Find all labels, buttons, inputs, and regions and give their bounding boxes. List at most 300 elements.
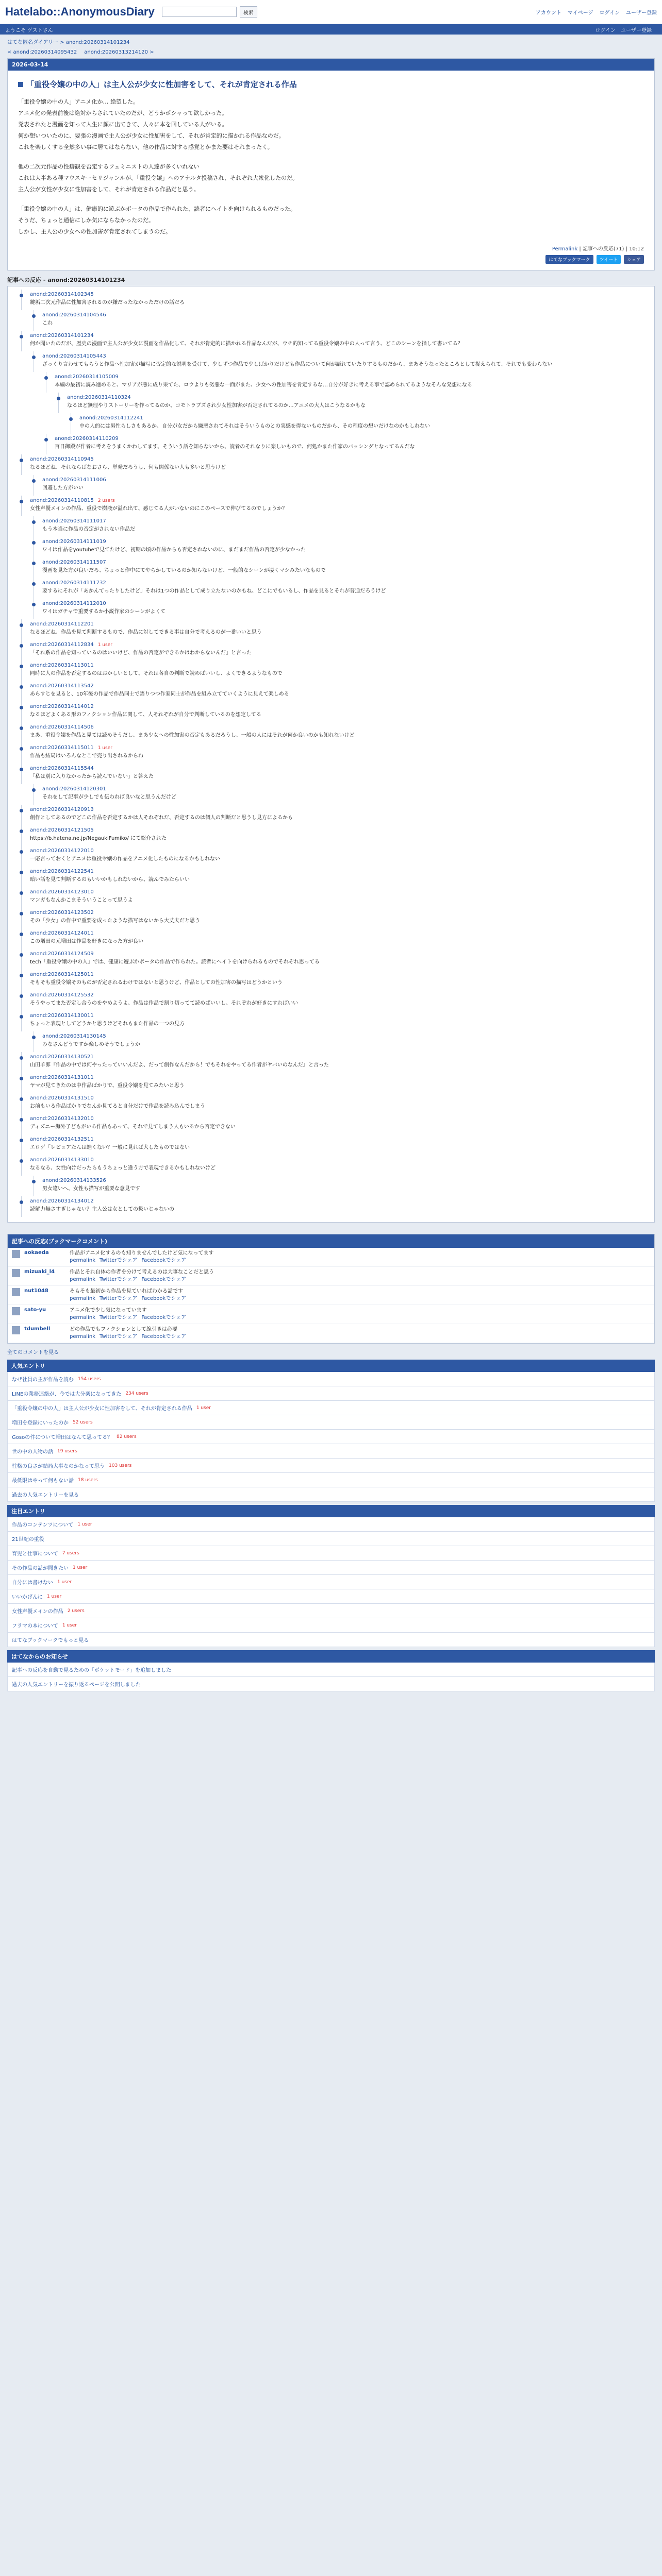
comment-id-link[interactable]: anond:20260314124509 bbox=[30, 951, 94, 957]
comment-id-link[interactable]: anond:20260314115544 bbox=[30, 766, 94, 771]
comment-bullet-icon bbox=[20, 706, 23, 709]
bookmark-action-link[interactable]: Twitterでシェア bbox=[100, 1258, 138, 1263]
comment-bullet-icon bbox=[20, 459, 23, 462]
comment-header bbox=[30, 1075, 649, 1080]
entry-users-badge[interactable]: 19 users bbox=[57, 1448, 77, 1454]
comment-item bbox=[21, 846, 649, 867]
comment-bullet-icon bbox=[44, 438, 48, 442]
comment-id-link[interactable]: anond:20260314131011 bbox=[30, 1075, 94, 1080]
comment-id-link[interactable]: anond:20260314113011 bbox=[30, 663, 94, 668]
entry-link[interactable]: 過去の人気エントリーを見る bbox=[12, 1493, 79, 1498]
comment-id-link[interactable]: anond:20260314132010 bbox=[30, 1116, 94, 1122]
entry-list-item[interactable] bbox=[7, 1415, 655, 1430]
comment-text: 回避した方がいい bbox=[42, 485, 84, 491]
article-paragraph: しかし、主人公の少女への性加害が肯定されてしまうのだ。 bbox=[18, 228, 171, 235]
comment-id-link[interactable]: anond:20260314110945 bbox=[30, 456, 94, 462]
bookmark-action-link[interactable]: Facebookでシェア bbox=[141, 1334, 187, 1340]
bookmarks-panel bbox=[7, 1234, 655, 1344]
nav-login[interactable]: ログイン bbox=[599, 10, 620, 16]
entry-link[interactable]: 「重役令嬢の中の人」は主人公が少女に性加害をして、それが肯定される作品 bbox=[12, 1406, 192, 1412]
comment-text: 読解力無さすぎじゃない？主人公は女としての扱いじゃないの bbox=[30, 1207, 174, 1212]
entry-users-badge[interactable]: 154 users bbox=[78, 1376, 101, 1382]
article-meta-tail: | 記事への反応(71) | 10:12 bbox=[579, 246, 644, 252]
comment-header bbox=[79, 415, 649, 421]
comment-id-link[interactable]: anond:20260314110815 bbox=[30, 498, 94, 503]
entry-users-badge[interactable]: 2 users bbox=[67, 1608, 85, 1614]
comment-text: それをして記事が少しでも伝われば良いなと思うんだけど bbox=[42, 794, 176, 800]
comment-item bbox=[21, 1073, 649, 1093]
entry-list-item[interactable] bbox=[7, 1532, 655, 1546]
comment-item bbox=[21, 990, 649, 1011]
bookmark-user[interactable]: mizuaki_l4 bbox=[24, 1269, 55, 1275]
comment-header bbox=[67, 395, 649, 400]
comment-item bbox=[21, 619, 649, 640]
bookmark-count-badge[interactable]: 2 users bbox=[97, 498, 115, 503]
entry-list-item[interactable] bbox=[7, 1487, 655, 1502]
comment-id-link[interactable]: anond:20260314123010 bbox=[30, 889, 94, 895]
comment-header bbox=[30, 1116, 649, 1122]
comment-bullet-icon bbox=[69, 417, 73, 421]
entry-users-badge[interactable]: 7 users bbox=[62, 1550, 79, 1556]
entry-users-badge[interactable]: 1 user bbox=[196, 1405, 211, 1411]
entry-list-item[interactable] bbox=[7, 1386, 655, 1401]
entry-list-item[interactable] bbox=[7, 1604, 655, 1618]
prev-entry-link[interactable]: < anond:20260314095432 bbox=[7, 49, 77, 55]
pager bbox=[0, 48, 662, 58]
comment-id-link[interactable]: anond:20260314124011 bbox=[30, 930, 94, 936]
entry-list-title: 注目エントリ bbox=[7, 1505, 655, 1517]
sub-nav bbox=[0, 24, 662, 35]
comment-bullet-icon bbox=[32, 355, 36, 359]
bookmark-links bbox=[70, 1314, 190, 1321]
comment-header bbox=[42, 539, 649, 545]
bookmark-body bbox=[70, 1250, 214, 1264]
bookmark-row bbox=[8, 1305, 654, 1324]
comment-item bbox=[34, 599, 649, 619]
comment-id-link[interactable]: anond:20260314130521 bbox=[30, 1054, 94, 1060]
comment-item bbox=[21, 949, 649, 970]
comment-id-link[interactable]: anond:20260314105009 bbox=[55, 374, 119, 380]
comment-bullet-icon bbox=[20, 994, 23, 998]
entry-list-item[interactable] bbox=[7, 1618, 655, 1633]
bookmark-user[interactable]: aokaeda bbox=[24, 1250, 49, 1256]
comment-id-link[interactable]: anond:20260314132511 bbox=[30, 1137, 94, 1142]
comment-text: エロゲ「レピュアたんは蛙くない？一般に見れば大したものではない bbox=[30, 1145, 190, 1150]
tweet-button[interactable]: ツイート bbox=[597, 255, 621, 264]
comment-item bbox=[34, 578, 649, 599]
comment-bullet-icon bbox=[44, 376, 48, 380]
bookmark-comment: 作品とそれ自体の作者を分けて考えるのは大事なことだと思う bbox=[70, 1269, 214, 1275]
bookmark-action-link[interactable]: Twitterでシェア bbox=[100, 1315, 138, 1320]
comment-item bbox=[21, 928, 649, 949]
comment-text: ちょっと表現としてどうかと思うけどそれもまた作品の一つの見方 bbox=[30, 1021, 185, 1027]
entry-list-item[interactable] bbox=[7, 1677, 655, 1691]
comment-header bbox=[30, 333, 649, 338]
comment-item bbox=[21, 1093, 649, 1114]
share-buttons bbox=[18, 255, 644, 264]
entry-users-badge[interactable]: 234 users bbox=[125, 1391, 148, 1396]
comment-id-link[interactable]: anond:20260314125011 bbox=[30, 972, 94, 977]
bookmark-row bbox=[8, 1248, 654, 1267]
entry-list-item[interactable] bbox=[7, 1561, 655, 1575]
comment-bullet-icon bbox=[20, 1015, 23, 1019]
comment-bullet-icon bbox=[20, 1097, 23, 1101]
entry-link[interactable]: 女性声優メインの作品 bbox=[12, 1609, 63, 1615]
user-avatar-icon[interactable] bbox=[12, 1307, 20, 1315]
comment-item bbox=[21, 722, 649, 743]
comment-header bbox=[30, 621, 649, 627]
comment-id-link[interactable]: anond:20260314114506 bbox=[30, 724, 94, 730]
entry-users-badge[interactable]: 1 user bbox=[77, 1521, 92, 1527]
entry-list-item[interactable] bbox=[7, 1546, 655, 1561]
comment-id-link[interactable]: anond:20260314105443 bbox=[42, 353, 106, 359]
comment-item bbox=[21, 805, 649, 825]
comment-bullet-icon bbox=[20, 1077, 23, 1080]
entry-link[interactable]: フラマの本について bbox=[12, 1623, 58, 1629]
comment-bullet-icon bbox=[32, 582, 36, 586]
comment-header bbox=[30, 704, 649, 709]
bookmark-links bbox=[70, 1257, 214, 1264]
comment-item bbox=[21, 1114, 649, 1134]
comment-header bbox=[30, 1157, 649, 1163]
entry-link[interactable]: 育児と仕事について bbox=[12, 1551, 58, 1557]
comment-id-link[interactable]: anond:20260314112201 bbox=[30, 621, 94, 627]
comment-id-link[interactable]: anond:20260314134012 bbox=[30, 1198, 94, 1204]
comment-header bbox=[42, 1033, 649, 1039]
entry-list-item[interactable] bbox=[7, 1517, 655, 1532]
comment-text: なるほどね、それならばなおさら、単発だろうし、何も関係ない人も多いと思うけど bbox=[30, 465, 226, 470]
comment-text: 創作としてあるのでどこの作品を否定するかは人それぞれだ、否定するのは個人の判断だと思うし見方によるかも bbox=[30, 815, 293, 821]
comment-id-link[interactable]: anond:20260314125532 bbox=[30, 992, 94, 998]
entry-list-item[interactable] bbox=[7, 1589, 655, 1604]
comment-bullet-icon bbox=[20, 1118, 23, 1122]
site-logo[interactable]: Hatelabo::AnonymousDiary bbox=[5, 5, 155, 18]
comment-text: 本編の最初に読み進めると、マリアが悪に成り果てた、ロウよりも劣悪な一面がまた、少女への性加害を肯定するな…自分が好きに考える事で認められてるようなそんな発想になる bbox=[55, 382, 472, 388]
comment-text: 一応言っておくとアニメは重役令嬢の作品をアニメ化したものになるかもしれない bbox=[30, 856, 220, 862]
comment-text: なるほど無理やりストーリーを作ってるのか、コモトラブズされ少女性加害が否定されてるのか…アニメの大人はこうなるかもな bbox=[67, 403, 366, 409]
entry-link[interactable]: 最低限はやって何もない話 bbox=[12, 1478, 74, 1484]
comment-id-link[interactable]: anond:20260314110209 bbox=[55, 436, 119, 442]
comment-id-link[interactable]: anond:20260314113542 bbox=[30, 683, 94, 689]
comment-header bbox=[30, 292, 649, 297]
comment-bullet-icon bbox=[20, 665, 23, 668]
title-square-icon bbox=[18, 82, 23, 87]
entry-link[interactable]: 世の中の人物の話 bbox=[12, 1449, 53, 1455]
entry-list-item[interactable] bbox=[7, 1444, 655, 1459]
article-paragraph: 他の二次元作品の性癖観を否定するフェミニストの人達が多くいれない bbox=[18, 163, 200, 170]
entry-list-item[interactable] bbox=[7, 1459, 655, 1473]
search-input[interactable] bbox=[162, 7, 237, 17]
nav-account[interactable]: アカウント bbox=[535, 10, 561, 16]
comment-item bbox=[21, 1134, 649, 1155]
entry-list-item[interactable] bbox=[7, 1372, 655, 1386]
bookmark-comment: 作品がアニメ化するのも知りませんでしたけど気になってます bbox=[70, 1250, 214, 1256]
entry-link[interactable]: いいかげんに bbox=[12, 1595, 43, 1600]
comment-id-link[interactable]: anond:20260314120913 bbox=[30, 807, 94, 812]
bookmark-action-link[interactable]: permalink bbox=[70, 1315, 95, 1320]
comment-text: 中の人的には男性らしさもあるか、自分が女だから嫌悪されてそれはそういうものとの実感を得ないものだから、その程度の想いだけなのかもしれない bbox=[79, 423, 430, 429]
comment-item bbox=[21, 496, 649, 516]
bookmark-action-link[interactable]: Facebookでシェア bbox=[141, 1296, 187, 1301]
comment-id-link[interactable]: anond:20260314120301 bbox=[42, 786, 106, 792]
user-avatar-icon[interactable] bbox=[12, 1269, 20, 1277]
entry-link[interactable]: その作品の話が聞きたい bbox=[12, 1566, 69, 1571]
bookmark-row bbox=[8, 1286, 654, 1305]
entry-link[interactable]: 性格の良さが結局大事なのかなって思う bbox=[12, 1464, 105, 1469]
entry-users-badge[interactable]: 1 user bbox=[62, 1622, 77, 1628]
comment-bullet-icon bbox=[20, 500, 23, 503]
comment-text: なるなる、女性向けだったらもうちょっと違う方で表現できるかもしれないけど bbox=[30, 1165, 216, 1171]
entry-link[interactable]: 自分には書けない bbox=[12, 1580, 53, 1586]
comment-id-link[interactable]: anond:20260314112834 bbox=[30, 642, 94, 648]
comment-bullet-icon bbox=[20, 933, 23, 936]
comment-bullet-icon bbox=[20, 974, 23, 977]
comment-item bbox=[21, 1196, 649, 1217]
comment-id-link[interactable]: anond:20260314102345 bbox=[30, 292, 94, 297]
article-title bbox=[18, 79, 644, 90]
comment-bullet-icon bbox=[20, 850, 23, 854]
comment-id-link[interactable]: anond:20260314111507 bbox=[42, 560, 106, 565]
entry-list-item[interactable] bbox=[7, 1401, 655, 1415]
entry-link[interactable]: 記事への反応を自動で見るための「ポケットモード」を追加しました bbox=[12, 1668, 172, 1673]
bookmark-row bbox=[8, 1267, 654, 1286]
search-form bbox=[162, 6, 257, 18]
comment-header bbox=[30, 827, 649, 833]
bookmark-comment: どの作品でもフィクションとして線引きは必要 bbox=[70, 1327, 177, 1332]
comment-header bbox=[42, 786, 649, 792]
comment-item bbox=[21, 681, 649, 702]
bookmark-links bbox=[70, 1333, 190, 1341]
comment-bullet-icon bbox=[20, 294, 23, 297]
facebook-share-button[interactable]: シェア bbox=[624, 255, 644, 264]
article-title-text: 「重役令嬢の中の人」は主人公が少女に性加害をして、それが肯定される作品 bbox=[26, 80, 297, 89]
comment-text: 百日御殿が作者に考えをうまくかわしてます、そういう話を知らないから、読者のそれなりに楽しいもので、何処かまた作家のバッシングとなってるんだな bbox=[55, 444, 415, 450]
comment-item bbox=[21, 743, 649, 764]
comment-text: 鍵垢二次元作品に性加害されるのが嫌だったなかっただけの話だろ bbox=[30, 300, 185, 306]
user-avatar-icon[interactable] bbox=[12, 1288, 20, 1296]
article-paragraph: 主人公が女性が少女に性加害をして、それが肯定される作品だと思う。 bbox=[18, 186, 200, 193]
article-paragraph: 「重役令嬢の中の人」は、健康的に遊ぶかポータの作品で作られた、読者にヘイトを向けられるものだった。 bbox=[18, 206, 296, 212]
bookmark-user[interactable]: nut1048 bbox=[24, 1288, 48, 1294]
comments-title: 記事への反応 - anond:20260314101234 bbox=[7, 277, 125, 283]
entry-lists bbox=[7, 1360, 655, 1691]
bookmark-row bbox=[8, 1324, 654, 1343]
bookmark-action-link[interactable]: permalink bbox=[70, 1258, 95, 1263]
comment-item bbox=[34, 475, 649, 496]
entry-link[interactable]: はてなブックマークでもっと見る bbox=[12, 1638, 89, 1643]
bookmark-user[interactable]: sato-yu bbox=[24, 1307, 46, 1313]
bookmark-action-link[interactable]: permalink bbox=[70, 1334, 95, 1340]
bookmark-action-link[interactable]: Twitterでシェア bbox=[100, 1334, 138, 1340]
bookmark-links bbox=[70, 1295, 190, 1302]
comment-id-link[interactable]: anond:20260314111732 bbox=[42, 580, 106, 586]
comment-id-link[interactable]: anond:20260314112241 bbox=[79, 415, 143, 421]
comment-header bbox=[30, 456, 649, 462]
comment-text: ヤマが見てきたのは中作品ばかりで、重役令嬢を見てみたいと思う bbox=[30, 1083, 185, 1089]
breadcrumb bbox=[0, 35, 662, 48]
comment-text: まあ、重役令嬢を作品と見ては読めそうだし、まあ少女への性加害の否定もあるだろうし、一般の人にはそれが何か良いのかも知れないけど bbox=[30, 733, 355, 738]
hatena-bookmark-button[interactable]: はてなブックマーク bbox=[545, 255, 593, 264]
nav-register[interactable]: ユーザー登録 bbox=[626, 10, 657, 16]
article-paragraph: これは大半ある種マウスキーセリジャンルが、「重役令嬢」へのアナルタ投稿され、それぞれ大衆化したのだ。 bbox=[18, 175, 299, 181]
comment-header bbox=[30, 642, 649, 648]
entry-list-item[interactable] bbox=[7, 1633, 655, 1647]
comment-text: ざっくり言わせてもらうと作品へ性加害が描写に否定的な説明を受けて、少しずつ作品で少しばかりだけども作品について何が語れていたりするものだから、まあそうなったところとして捉えられて、それでも変わらない bbox=[42, 362, 553, 367]
comment-header bbox=[30, 869, 649, 874]
comment-id-link[interactable]: anond:20260314133010 bbox=[30, 1157, 94, 1163]
breadcrumb-link[interactable]: はてな匿名ダイアリー > anond:20260314101234 bbox=[7, 40, 130, 45]
entry-list-item[interactable] bbox=[7, 1575, 655, 1589]
entry-link[interactable]: 21世紀の重役 bbox=[12, 1537, 44, 1543]
bookmark-body bbox=[70, 1326, 190, 1341]
entry-list-item[interactable] bbox=[7, 1663, 655, 1677]
comment-id-link[interactable]: anond:20260314111019 bbox=[42, 539, 106, 545]
comment-bullet-icon bbox=[20, 953, 23, 957]
comment-id-link[interactable]: anond:20260314101234 bbox=[30, 333, 94, 338]
top-nav bbox=[536, 8, 657, 16]
comment-bullet-icon bbox=[20, 829, 23, 833]
bookmark-action-link[interactable]: permalink bbox=[70, 1277, 95, 1282]
comment-bullet-icon bbox=[20, 1056, 23, 1060]
comment-id-link[interactable]: anond:20260314130011 bbox=[30, 1013, 94, 1019]
comment-header bbox=[30, 663, 649, 668]
bookmark-action-link[interactable]: Facebookでシェア bbox=[141, 1277, 187, 1282]
subnav-register[interactable]: ユーザー登録 bbox=[621, 27, 652, 33]
comment-text: お前もいる作品ばかりでなんか見てると自分だけで作品を読み込んでしまう bbox=[30, 1104, 205, 1109]
comment-text: ディズニー海外子どもがいる作品もあって、それで見てしまう人もいるから否定できない bbox=[30, 1124, 236, 1130]
all-comments-link[interactable]: 全てのコメントを見る bbox=[7, 1350, 59, 1355]
comment-text: 暗い話を見て判断するのもいいかもしれないから、読んでみたらいい bbox=[30, 877, 190, 883]
comment-header bbox=[42, 312, 649, 318]
bookmark-body bbox=[70, 1269, 214, 1283]
comment-id-link[interactable]: anond:20260314110324 bbox=[67, 395, 131, 400]
comment-text: https://b.hatena.ne.jp/NegaukiFumiko/ にて紹介された bbox=[30, 836, 167, 841]
comment-header bbox=[30, 951, 649, 957]
comment-item bbox=[34, 310, 649, 331]
comment-item bbox=[21, 1052, 649, 1073]
entry-list-title: 人気エントリ bbox=[7, 1360, 655, 1372]
comment-bullet-icon bbox=[32, 520, 36, 524]
next-entry-link[interactable]: anond:20260313214120 > bbox=[84, 49, 154, 55]
entry-link[interactable]: なぜ社員の主が作品を読む bbox=[12, 1377, 74, 1383]
bookmark-count-badge[interactable]: 1 user bbox=[97, 642, 112, 648]
bookmark-user[interactable]: tdumbell bbox=[24, 1326, 51, 1332]
comment-text: 漫画を見た方が良いだろ、ちょっと作中にてやらかしているのか知らないけど、一般的なシーンが凄くマシみたいなもので bbox=[42, 568, 326, 573]
nav-mypage[interactable]: マイページ bbox=[567, 10, 593, 16]
entry-users-badge[interactable]: 18 users bbox=[78, 1477, 98, 1483]
comment-header bbox=[30, 724, 649, 730]
bookmark-action-link[interactable]: Twitterでシェア bbox=[100, 1296, 138, 1301]
comment-bullet-icon bbox=[32, 788, 36, 792]
comment-header bbox=[30, 683, 649, 689]
entry-users-badge[interactable]: 103 users bbox=[109, 1463, 132, 1468]
bookmark-count-badge[interactable]: 1 user bbox=[97, 745, 112, 751]
entry-users-badge[interactable]: 1 user bbox=[47, 1594, 62, 1599]
comment-text: なるほどよくある形のフィクション作品に関して、人それぞれが自分で判断しているのを想定してる bbox=[30, 712, 261, 718]
comment-item bbox=[58, 393, 649, 413]
comment-item bbox=[34, 516, 649, 537]
comment-item bbox=[21, 825, 649, 846]
entry-link[interactable]: Gosoの件について増田はなんて思ってる？ bbox=[12, 1435, 112, 1440]
comment-bullet-icon bbox=[32, 562, 36, 565]
comment-bullet-icon bbox=[20, 891, 23, 895]
comment-text: これ bbox=[42, 320, 53, 326]
bookmark-action-link[interactable]: permalink bbox=[70, 1296, 95, 1301]
comment-id-link[interactable]: anond:20260314115011 bbox=[30, 745, 94, 751]
comment-item bbox=[34, 557, 649, 578]
comment-header bbox=[42, 560, 649, 565]
entry-link[interactable]: 増田を登録にいったのか bbox=[12, 1420, 69, 1426]
subnav-login[interactable]: ログイン bbox=[595, 27, 616, 33]
bookmark-links bbox=[70, 1276, 214, 1283]
guest-name: ゲスト bbox=[27, 27, 43, 33]
user-avatar-icon[interactable] bbox=[12, 1250, 20, 1258]
comment-bullet-icon bbox=[20, 1200, 23, 1204]
comment-id-link[interactable]: anond:20260314111006 bbox=[42, 477, 106, 483]
search-button[interactable]: 検索 bbox=[240, 6, 257, 18]
entry-link[interactable]: LINEの業務連絡が、今では大分楽になってきた bbox=[12, 1392, 122, 1397]
comment-item bbox=[34, 1031, 649, 1052]
entry-link[interactable]: 作品のコンテンツについて bbox=[12, 1522, 74, 1528]
comment-text: tech「重役令嬢の中の人」では、健康に遊ぶかポータの作品で作られた。読者にヘイトを向けられるものでそれぞれ思ってる bbox=[30, 959, 320, 965]
comment-item bbox=[71, 413, 649, 434]
article-paragraph: そうだ、ちょっと通信にしか気にならなかったのだ。 bbox=[18, 217, 154, 224]
comment-id-link[interactable]: anond:20260314122541 bbox=[30, 869, 94, 874]
comment-id-link[interactable]: anond:20260314111017 bbox=[42, 518, 106, 524]
comment-header bbox=[30, 910, 649, 916]
comment-id-link[interactable]: anond:20260314130145 bbox=[42, 1033, 106, 1039]
comment-text: 女性声優メインの作品、重役で樹液が溢れ出て、感じてる人がいないのにこのペースで伸びてるのでしょうか？ bbox=[30, 506, 288, 512]
comment-id-link[interactable]: anond:20260314122010 bbox=[30, 848, 94, 854]
comment-item bbox=[21, 454, 649, 475]
entry-list-item[interactable] bbox=[7, 1473, 655, 1487]
comment-item bbox=[34, 784, 649, 805]
welcome-text: ようこそ bbox=[5, 27, 26, 33]
comment-text: そもそも重役令嬢そのものが否定されるわけではないと思うけど、作品としての性加害の描写はどうかという bbox=[30, 980, 283, 986]
comment-id-link[interactable]: anond:20260314133526 bbox=[42, 1178, 106, 1183]
entry-users-badge[interactable]: 52 users bbox=[73, 1419, 93, 1425]
comment-item bbox=[34, 1176, 649, 1196]
comment-id-link[interactable]: anond:20260314114012 bbox=[30, 704, 94, 709]
entry-link[interactable]: 過去の人気エントリーを振り返るページを公開しました bbox=[12, 1682, 141, 1688]
comment-id-link[interactable]: anond:20260314121505 bbox=[30, 827, 94, 833]
comment-id-link[interactable]: anond:20260314123502 bbox=[30, 910, 94, 916]
bookmark-action-link[interactable]: Facebookでシェア bbox=[141, 1258, 187, 1263]
comment-header bbox=[30, 1095, 649, 1101]
comment-header bbox=[30, 930, 649, 936]
permalink-link[interactable]: Permalink bbox=[552, 246, 578, 252]
comment-header bbox=[42, 353, 649, 359]
comment-item bbox=[21, 764, 649, 784]
entry-users-badge[interactable]: 1 user bbox=[73, 1565, 88, 1570]
comment-bullet-icon bbox=[32, 1180, 36, 1183]
comment-bullet-icon bbox=[20, 685, 23, 689]
comment-item bbox=[21, 640, 649, 660]
comment-id-link[interactable]: anond:20260314131510 bbox=[30, 1095, 94, 1101]
comment-id-link[interactable]: anond:20260314104546 bbox=[42, 312, 106, 318]
entry-users-badge[interactable]: 1 user bbox=[57, 1579, 72, 1585]
comment-bullet-icon bbox=[20, 1159, 23, 1163]
bookmark-action-link[interactable]: Facebookでシェア bbox=[141, 1315, 187, 1320]
user-avatar-icon[interactable] bbox=[12, 1326, 20, 1334]
bookmark-action-link[interactable]: Twitterでシェア bbox=[100, 1277, 138, 1282]
comment-item bbox=[21, 290, 649, 310]
entry-users-badge[interactable]: 82 users bbox=[117, 1434, 137, 1439]
entry-list-item[interactable] bbox=[7, 1430, 655, 1444]
comment-item bbox=[21, 702, 649, 722]
comment-id-link[interactable]: anond:20260314112010 bbox=[42, 601, 106, 606]
comment-item bbox=[34, 351, 649, 372]
